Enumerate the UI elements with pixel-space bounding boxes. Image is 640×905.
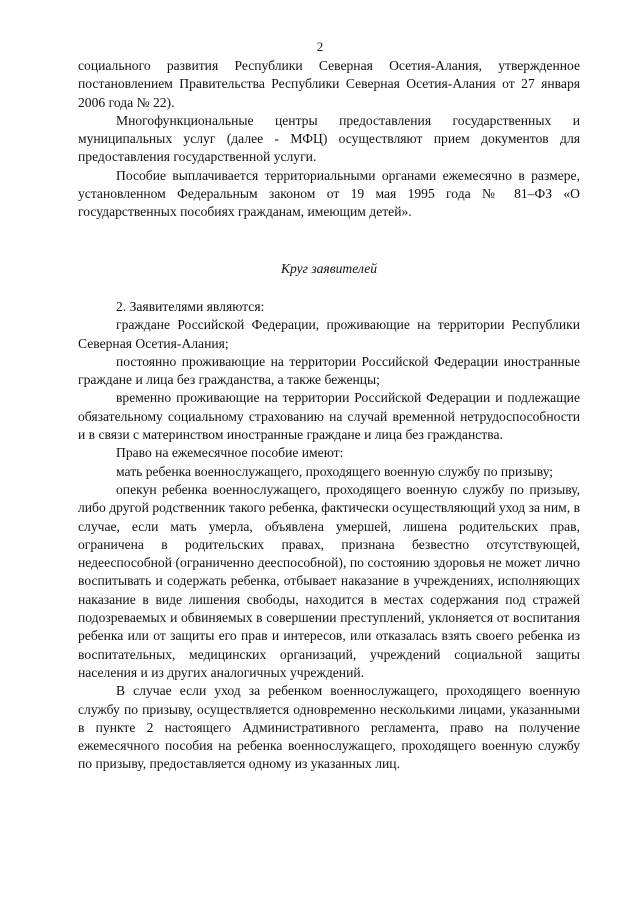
paragraph-multiple-caregivers: В случае если уход за ребенком военнослужащего, проходящего военную службу по призыву, осуществляется одновременно несколькими лицами, указанными в пункте 2 настоящего Административного регламента, право на получение ежемесячного пособия на ребенка военнослужащего, проходящего военную службу по призыву, предоставляется одному из указанных лиц. (78, 683, 580, 772)
paragraph-applicants-intro: 2. Заявителями являются: (116, 298, 265, 314)
paragraph-temporary-residents: временно проживающие на территории Российской Федерации и подлежащие обязательному социальному страхованию на случай временной нетрудоспособности и в связи с материнством иностранные граждане и лица без гражданства. (78, 390, 580, 443)
paragraph-mfc: Многофункциональные центры предоставления государственных и муниципальных услуг (далее - МФЦ) осуществляют прием документов для предоставления государственной услуги. (78, 112, 580, 165)
paragraph-continuation: социального развития Республики Северная Осетия-Алания, утвержденное постановлением Правительства Республики Северная Осетия-Алания от 27 января 2006 года № 22). (78, 58, 580, 110)
paragraph-mother: мать ребенка военнослужащего, проходящего военную службу по призыву; (116, 463, 554, 479)
paragraph-right-to-benefit: Право на ежемесячное пособие имеют: (116, 445, 344, 461)
paragraph-permanent-residents: постоянно проживающие на территории Российской Федерации иностранные граждане и лица без гражданства, а также беженцы; (78, 353, 580, 388)
section-heading: Круг заявителей (280, 260, 378, 276)
document-body (78, 57, 580, 774)
page-number: 2 (316, 39, 324, 54)
paragraph-guardian: опекун ребенка военнослужащего, проходящего военную службу по призыву, либо другой родственник такого ребенка, фактически осуществляющий уход за ним, в случае, если мать умерла, объявлена умершей, лишена родительских прав, ограничена в родительских правах, признана безвестно отсутствующей, недееспособной (ограниченно дееспособной), по состоянию здоровья не может лично воспитывать и содержать ребенка, отбывает наказание в учреждениях, исполняющих наказание в виде лишения свободы, находится в местах содержания под стражей подозреваемых и обвиняемых в совершении преступлений, уклоняется от воспитания ребенка или от защиты его прав и интересов, или отказалась взять своего ребенка из воспитательных, медицинских организаций, учреждений социальной защиты населения и из других аналогичных учреждений. (78, 481, 580, 680)
paragraph-benefit-payment: Пособие выплачивается территориальными органами ежемесячно в размере, установленном Федеральным законом от 19 мая 1995 года № 81–ФЗ «О государственных пособиях гражданам, имеющим детей». (78, 167, 580, 220)
paragraph-citizens: граждане Российской Федерации, проживающие на территории Республики Северная Осетия-Алания; (78, 317, 580, 351)
